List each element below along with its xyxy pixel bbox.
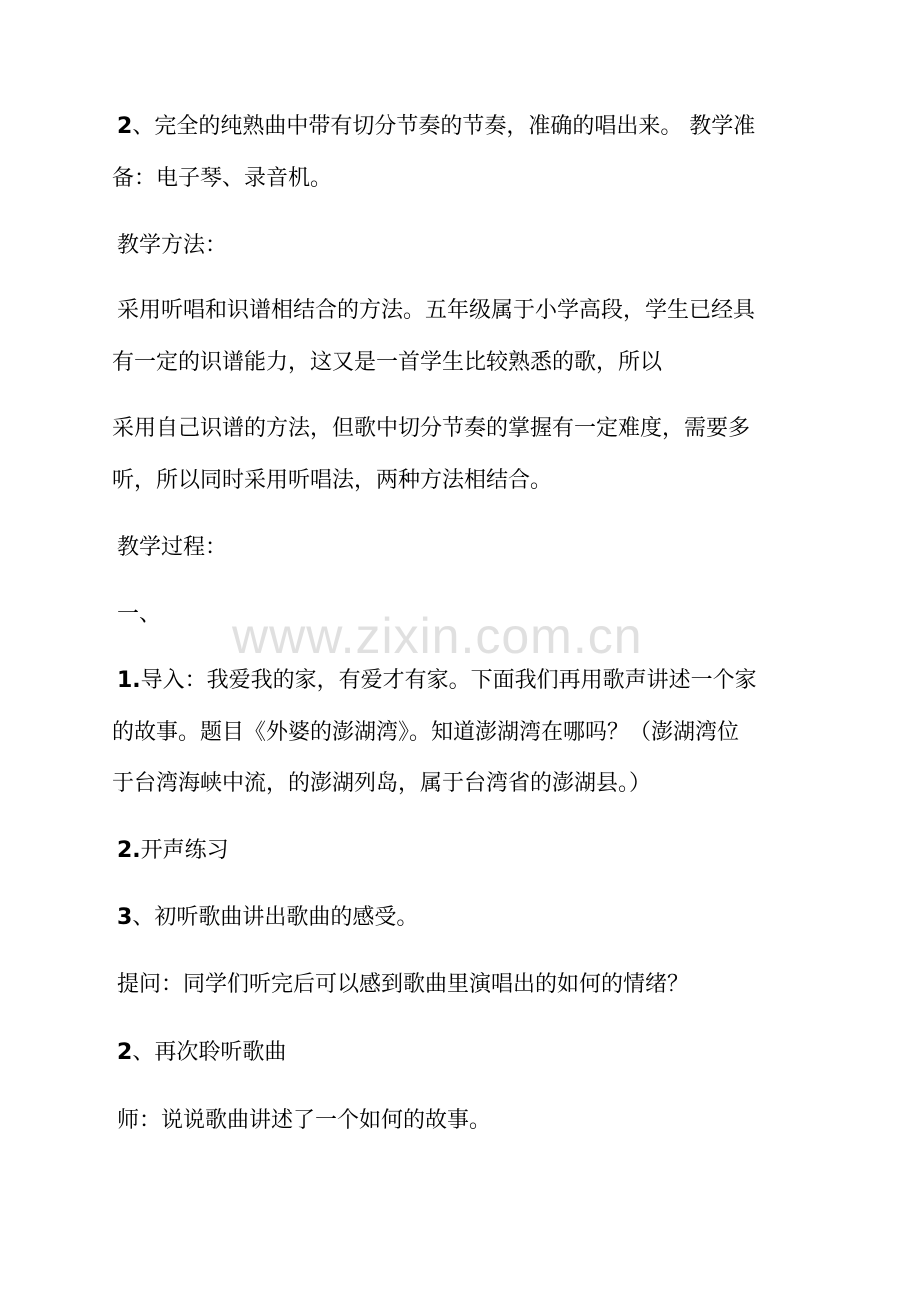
- paragraph-line: [112, 466, 552, 496]
- paragraph-line: [112, 348, 662, 378]
- line-text: 的故事。题目《外婆的澎湖湾》。知道澎湖湾在哪吗？（澎湖湾位: [112, 720, 740, 745]
- line-text: 导入：我爱我的家，有爱才有家。下面我们再用歌声讲述一个家: [140, 668, 757, 693]
- line-text: 采用听唱和识谱相结合的方法。五年级属于小学高段，学生已经具: [117, 298, 756, 323]
- list-number: 2: [117, 114, 133, 139]
- paragraph-line: [112, 718, 739, 748]
- line-text: 师：说说歌曲讲述了一个如何的故事。: [117, 1108, 492, 1133]
- line-text: 一、: [117, 602, 162, 627]
- paragraph-line: [117, 112, 755, 142]
- paragraph-line: [117, 836, 229, 866]
- paragraph-line: [117, 970, 689, 1000]
- section-heading: [117, 533, 227, 563]
- list-number: 3: [117, 905, 133, 930]
- paragraph-line: [117, 903, 418, 933]
- line-text: 教学方法：: [117, 233, 228, 258]
- paragraph-line: [112, 414, 750, 444]
- line-text: 、初听歌曲讲出歌曲的感受。: [132, 905, 419, 930]
- line-text: 听，所以同时采用听唱法，两种方法相结合。: [112, 468, 553, 493]
- list-number: 2: [117, 1040, 133, 1065]
- section-heading: [117, 600, 161, 630]
- paragraph-line: [117, 1038, 286, 1068]
- paragraph-line: [117, 296, 755, 326]
- line-text: 开声练习: [140, 838, 229, 863]
- paragraph-line: [117, 666, 757, 696]
- line-text: 、再次聆听歌曲: [132, 1040, 287, 1065]
- line-text: 采用自己识谱的方法，但歌中切分节奏的掌握有一定难度，需要多: [112, 416, 751, 441]
- section-heading: [117, 231, 227, 261]
- line-text: 提问：同学们听完后可以感到歌曲里演唱出的如何的情绪？: [117, 972, 690, 997]
- paragraph-line: [112, 769, 651, 799]
- paragraph-line: [117, 1106, 491, 1136]
- line-text: 、完全的纯熟曲中带有切分节奏的节奏，准确的唱出来。 教学准: [132, 114, 756, 139]
- line-text: 有一定的识谱能力，这又是一首学生比较熟悉的歌，所以: [112, 350, 663, 375]
- list-number: 2.: [117, 838, 141, 863]
- watermark: www.zixin.com.cn: [232, 608, 643, 664]
- line-text: 教学过程：: [117, 535, 228, 560]
- line-text: 备：电子琴、录音机。: [112, 166, 333, 191]
- paragraph-line: [112, 164, 332, 194]
- list-number: 1.: [117, 668, 141, 693]
- line-text: 于台湾海峡中流，的澎湖列岛，属于台湾省的澎湖县。）: [112, 771, 652, 796]
